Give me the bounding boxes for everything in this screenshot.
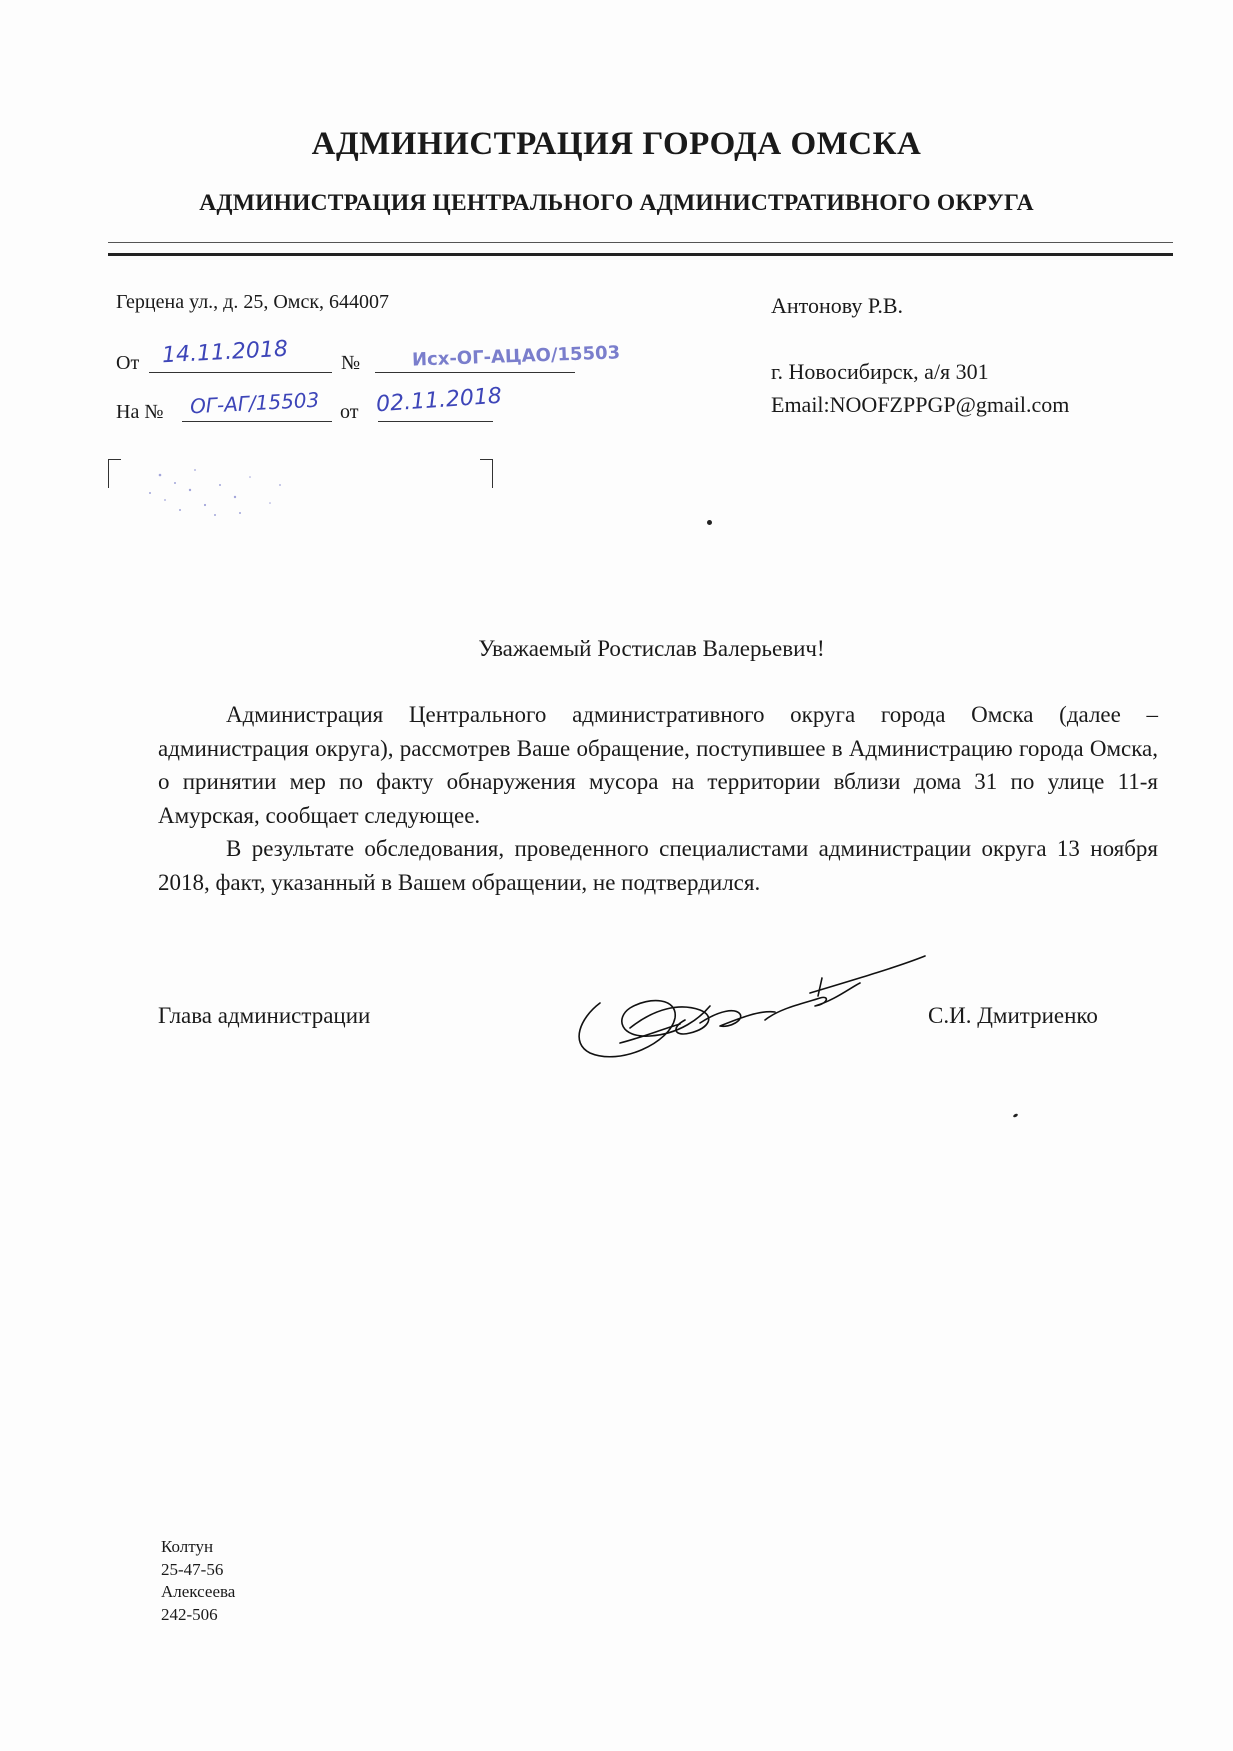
- salutation: Уважаемый Ростислав Валерьевич!: [478, 636, 825, 661]
- number-label: №: [341, 352, 361, 374]
- handwritten-signature: [560, 948, 940, 1068]
- number-line: [375, 372, 575, 373]
- executor-contacts: [161, 1536, 235, 1626]
- reply-date-handwritten: 02.11.2018: [375, 383, 503, 418]
- recipient-name: Антонову Р.В.: [771, 293, 904, 318]
- executor-name-2: Алексеева: [161, 1582, 236, 1601]
- signatory-name: С.И. Дмитриенко: [928, 1003, 1098, 1028]
- signatory-position: Глава администрации: [158, 1003, 371, 1028]
- letter-body: [158, 698, 1158, 899]
- stray-mark: [1013, 1113, 1019, 1118]
- reply-date-line: [378, 421, 493, 422]
- executor-phone-1: 25-47-56: [161, 1559, 224, 1579]
- recipient-email: Email:NOOFZPPGP@gmail.com: [771, 392, 1070, 417]
- body-paragraph-1: Администрация Центрального административного округа города Омска (далее – администрация округа), рассмотрев Ваше обращение, поступившее в Администрацию города Омска, о принятии мер по факту обнаружения мусора на территории вблизи дома 31 по улице 11-я Амурская, сообщает следующее.: [158, 702, 1158, 828]
- executor-name-1: Колтун: [161, 1537, 214, 1556]
- reply-from-label: от: [340, 401, 359, 423]
- reply-number-label: На №: [116, 401, 164, 423]
- outgoing-number-stamp: Исх-ОГ-АЦАО/15503: [411, 342, 621, 371]
- address-field-corner-right: [480, 459, 493, 488]
- organization-subtitle: АДМИНИСТРАЦИЯ ЦЕНТРАЛЬНОГО АДМИНИСТРАТИВНОГО ОКРУГА: [199, 190, 1034, 216]
- organization-title: АДМИНИСТРАЦИЯ ГОРОДА ОМСКА: [311, 126, 922, 162]
- header-divider-thin: [108, 242, 1173, 243]
- sender-address: Герцена ул., д. 25, Омск, 644007: [116, 291, 390, 313]
- stamp-speckles: [120, 455, 450, 525]
- header-divider-thick: [108, 253, 1173, 256]
- recipient-address: г. Новосибирск, а/я 301: [771, 359, 989, 384]
- stray-dot: [707, 520, 712, 525]
- reply-number-handwritten: ОГ-АГ/15503: [189, 387, 320, 419]
- reply-number-line: [182, 421, 332, 422]
- from-label: От: [116, 352, 140, 374]
- from-date-line: [149, 372, 332, 373]
- from-date-handwritten: 14.11.2018: [161, 336, 289, 369]
- body-paragraph-2: В результате обследования, проведенного специалистами администрации округа 13 ноября 2018, факт, указанный в Вашем обращении, не подтвердился.: [158, 836, 1158, 895]
- executor-phone-2: 242-506: [161, 1604, 218, 1624]
